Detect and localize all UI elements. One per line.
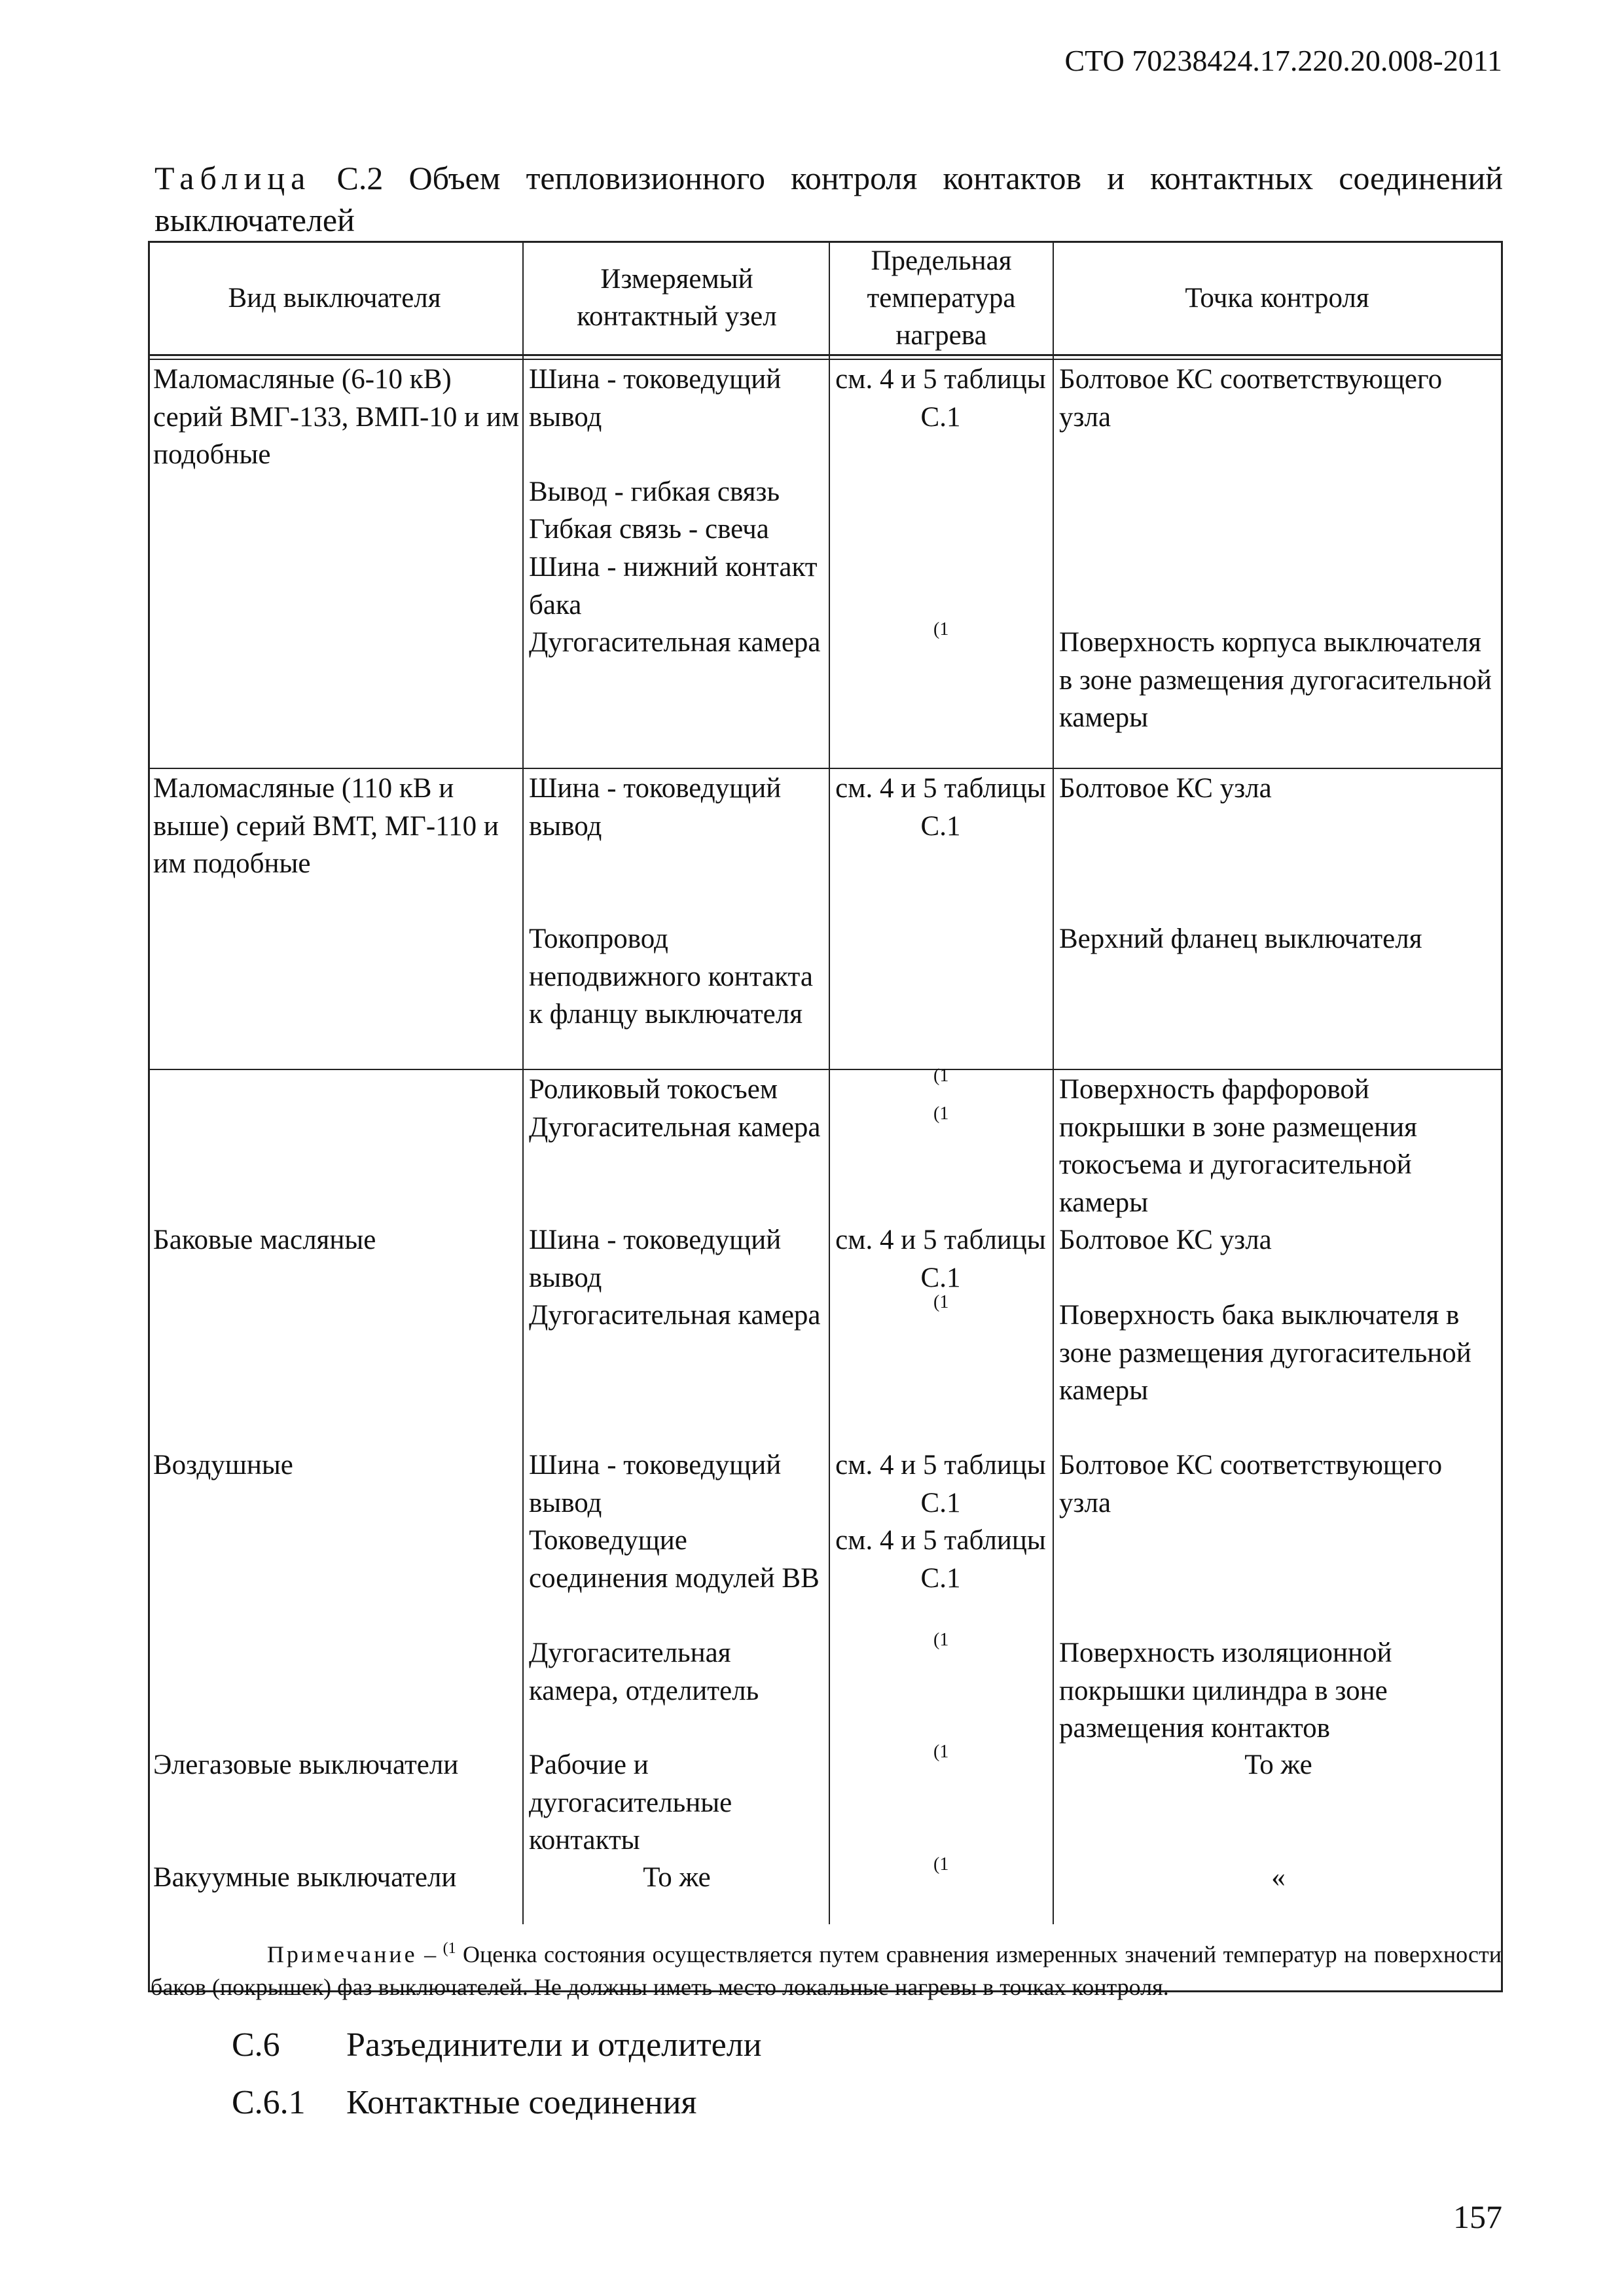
section-title: Разъединители и отделители: [346, 2026, 762, 2064]
row-rolik-node: Роликовый токосъем: [529, 1074, 778, 1105]
note-footnote-mark: (1: [442, 1940, 456, 1957]
group-divider-2: [148, 1069, 1503, 1070]
page-number: 157: [1453, 2198, 1502, 2235]
row-maslo-6-10-point-2: Поверхность корпуса выключателя в зоне размещения дугогасительной камеры: [1059, 627, 1492, 733]
row-rolik-node-2: Дугогасительная камера: [529, 1112, 821, 1143]
row-maslo-110-type: Маломасляные (110 кВ и выше) серий ВМТ, МГ-110 и им подобные: [153, 773, 499, 879]
row-bak-temp-1: см. 4 и 5 таблицы С.1: [835, 1225, 1046, 1293]
row-maslo-110-node-2: Токопровод неподвижного контакта к фланцу выключателя: [529, 924, 813, 1030]
header-breaker-type: Вид выключателя: [228, 283, 441, 314]
row-air-type: Воздушные: [153, 1450, 293, 1480]
row-maslo-110-point-2: Верхний фланец выключателя: [1059, 924, 1422, 954]
row-vacuum-node: То же: [643, 1862, 711, 1893]
column-divider-2: [829, 241, 830, 1924]
note-dash: –: [424, 1941, 437, 1967]
table-border-right: [1501, 241, 1503, 1992]
table-border-top: [148, 241, 1503, 243]
row-rolik-point: Поверхность фарфоровой покрышки в зоне размещения токосъема и дугогасительной камеры: [1059, 1074, 1417, 1218]
note-label: Примечание: [266, 1941, 418, 1967]
row-maslo-110-point-1: Болтовое КС узла: [1059, 773, 1272, 804]
column-divider-3: [1053, 241, 1054, 1924]
table-caption-text: С.2 Объем тепловизионного контроля контактов и контактных соединений выключателей: [154, 160, 1504, 238]
row-sf6-point: То же: [1244, 1749, 1312, 1780]
footnote-mark: (1: [933, 1854, 949, 1874]
row-sf6-type: Элегазовые выключатели: [153, 1749, 459, 1780]
header-temperature-limit: Предельная температура нагрева: [867, 245, 1016, 351]
section-heading: [232, 2026, 762, 2064]
row-bak-type: Баковые масляные: [153, 1225, 376, 1255]
subsection-number: С.6.1: [232, 2084, 306, 2121]
row-maslo-6-10-node-2: Вывод - гибкая связь: [529, 476, 780, 507]
row-bak-node-1: Шина - токоведущий вывод: [529, 1225, 782, 1293]
row-air-point-1: Болтовое КС соответствующего узла: [1059, 1450, 1443, 1518]
row-maslo-110-temp-1: см. 4 и 5 таблицы С.1: [835, 773, 1046, 842]
row-maslo-6-10-temp-1: см. 4 и 5 таблицы С.1: [835, 364, 1046, 433]
column-divider-1: [522, 241, 524, 1924]
row-sf6-node: Рабочие и дугогасительные контакты: [529, 1749, 732, 1856]
row-bak-point-1: Болтовое КС узла: [1059, 1225, 1272, 1255]
row-maslo-6-10-type: Маломасляные (6-10 кВ) серий ВМГ-133, ВМП-10 и им подобные: [153, 364, 520, 470]
row-maslo-110-node-1: Шина - токоведущий вывод: [529, 773, 782, 842]
header-rule: [148, 354, 1503, 356]
header-rule-shadow: [148, 359, 1503, 360]
row-vacuum-type: Вакуумные выключатели: [153, 1862, 457, 1893]
table-border-left: [148, 241, 150, 1992]
row-air-node-1: Шина - токоведущий вывод: [529, 1450, 782, 1518]
subsection-title: Контактные соединения: [346, 2084, 697, 2121]
section-number: С.6: [232, 2026, 280, 2064]
footnote-mark: (1: [933, 1292, 949, 1312]
row-maslo-6-10-node-4: Шина - нижний контакт бака: [529, 552, 818, 620]
footnote-mark: (1: [933, 1103, 949, 1124]
row-air-node-3: Дугогасительная камера, отделитель: [529, 1638, 759, 1706]
table-note: [151, 1932, 1502, 2003]
footnote-mark: (1: [933, 1742, 949, 1762]
table-caption: [154, 157, 1503, 241]
group-divider-1: [148, 768, 1503, 769]
note-text: Оценка состояния осуществляется путем сравнения измеренных значений температур на поверхности баков (покрышек) фаз выключателей. Не должны иметь место локальные нагревы в точках контроля.: [151, 1941, 1502, 2000]
row-maslo-6-10-node-5: Дугогасительная камера: [529, 627, 821, 658]
row-vacuum-point: «: [1271, 1862, 1286, 1893]
row-bak-point-2: Поверхность бака выключателя в зоне размещения дугогасительной камеры: [1059, 1300, 1471, 1406]
header-control-point: Точка контроля: [1185, 283, 1369, 314]
table-caption-label: Таблица: [154, 160, 312, 196]
row-air-node-2: Токоведущие соединения модулей ВВ: [529, 1525, 820, 1594]
row-air-point-2: Поверхность изоляционной покрышки цилиндра в зоне размещения контактов: [1059, 1638, 1392, 1744]
footnote-mark: (1: [933, 619, 949, 639]
breakers-table: [148, 241, 1503, 1992]
row-air-temp-2: см. 4 и 5 таблицы С.1: [835, 1525, 1046, 1594]
row-bak-node-2: Дугогасительная камера: [529, 1300, 821, 1331]
row-maslo-6-10-point-1: Болтовое КС соответствующего узла: [1059, 364, 1443, 433]
subsection-heading: [232, 2083, 696, 2122]
document-code: СТО 70238424.17.220.20.008-2011: [1064, 44, 1502, 77]
row-maslo-6-10-node-1: Шина - токоведущий вывод: [529, 364, 782, 433]
footnote-mark: (1: [933, 1630, 949, 1650]
row-maslo-6-10-node-3: Гибкая связь - свеча: [529, 514, 769, 545]
footnote-mark: (1: [933, 1066, 949, 1086]
row-air-temp-1: см. 4 и 5 таблицы С.1: [835, 1450, 1046, 1518]
header-contact-node: Измеряемый контактный узел: [577, 264, 777, 332]
